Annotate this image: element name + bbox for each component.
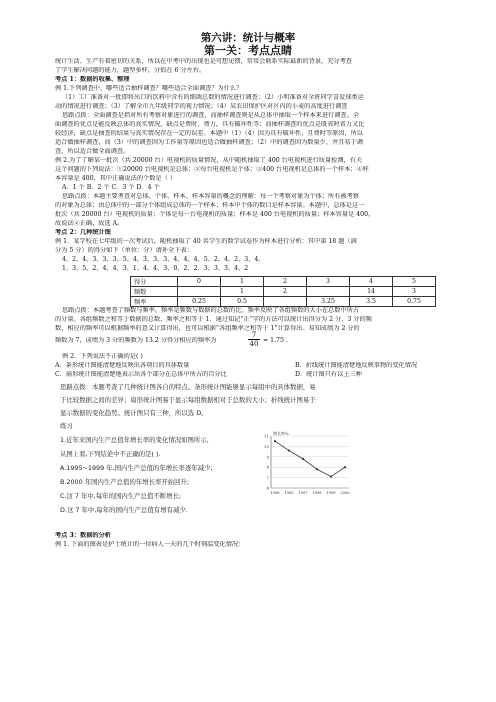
x-tick-label: 1995 xyxy=(284,491,294,495)
choice-line: C．扇形统计图能清楚地表示出各个部分在总体中所占的百分比 xyxy=(55,371,227,378)
paragraph-line: 动的情况进行调查；（3）了解全市九年级同学的视力情况；（4）某农田保护区对区内的小麦的高度进行调查 xyxy=(55,103,348,110)
handwritten-line: 1.近年来国内生产总值年增长率的变化情况如图所示, xyxy=(60,436,209,444)
fraction-numerator: 7 xyxy=(251,331,257,339)
table-row xyxy=(131,287,436,297)
table-cell: 0.75 xyxy=(393,297,436,307)
data-line: 1、3、5、2、4、4、3、1、4、4、3、0、2、2、3、3、3、4、2 xyxy=(62,265,249,272)
handwritten-line: 显示数据的变化趋势。统计图只有三种，所以选 D。 xyxy=(60,409,208,417)
data-point xyxy=(288,449,290,451)
data-point xyxy=(316,468,318,470)
paragraph-line: 查，所以适合做全面调查。 xyxy=(55,148,130,155)
paragraph-line: 面调查的优点是能反映总体的真实情况，缺点是费时、费力，具有破坏性等；而抽样调查的优点是既省时省力又比 xyxy=(55,121,365,128)
paragraph-line: 例 1.下列调查中，哪些适合抽样调查？哪些适合全面调查？为什么？ xyxy=(55,85,243,92)
fraction xyxy=(248,331,260,348)
paragraph-line: 适合做抽样调查，而（3）中的调查因为工作量等原因也适合做抽样调查；（2）中的调查因为数量少，并且易于调 xyxy=(55,139,363,146)
y-tick-label: 10 xyxy=(263,443,269,449)
y-tick-label: 7 xyxy=(266,475,269,481)
paragraph-line: 例 2.为了了解某一批次（共 20000 台）电视机的质量情况，从中随机抽取了 400 台电视机进行质量检测，有关 xyxy=(55,157,363,164)
intro-line: 了学生解决问题的能力，题型多样，分值在 6 分左右。 xyxy=(55,67,206,74)
table-cell: 频数 xyxy=(131,287,178,297)
paragraph-line: 例 1．某学校在七年级的一次考试后，随机抽取了 40 名学生的数学试卷作为样本进行分析：其中第 18 题（满 xyxy=(55,238,357,245)
table-cell: 0.5 xyxy=(221,297,264,307)
choice-line: D．统计图只有以上三种 xyxy=(295,371,362,378)
data-point xyxy=(274,440,276,442)
topic-heading: 考点 1：数据的收集、整理 xyxy=(55,76,130,83)
table-cell: 得分 xyxy=(131,277,178,287)
handwritten-line: 于比较数据之间的差异；扇形统计图易于显示每组数据相对于总数的大小；折线统计图易于 xyxy=(60,396,316,404)
fraction-denominator: 40 xyxy=(249,340,259,348)
table-cell: 0 xyxy=(178,277,221,287)
table-cell: 0.25 xyxy=(178,297,221,307)
y-axis-label: 增长率% xyxy=(273,431,289,436)
table-cell: 5 xyxy=(393,277,436,287)
x-tick-label: 1998 xyxy=(312,491,322,495)
choice-line: A．条形统计图能清楚地反映出各项目的具体数量 xyxy=(55,362,190,369)
table-cell: 1 xyxy=(221,287,264,297)
frequency-table xyxy=(130,276,436,307)
table-cell: 3 xyxy=(393,287,436,297)
paragraph-line: 批次（共 20000 台）电视机的质量；个体是每一台电视机的质量；样本是 400 台电视机的质量；样本容量是 400， xyxy=(55,211,375,218)
paragraph-line: 故说法②正确，故选 A。 xyxy=(55,220,124,227)
topic-heading: 考点 2：几种统计图 xyxy=(55,229,111,236)
x-tick-label: 2000 xyxy=(340,491,350,495)
table-cell xyxy=(264,297,307,307)
handwritten-line: D.这 7 年中,每年的国内生产总值有增有减少. xyxy=(60,506,188,514)
paragraph-line: 频数为 7，成绩为 3 分的频数为 13.2 分得分相应的频率为 xyxy=(55,337,217,344)
section-title: 第一关：考点点睛 xyxy=(204,44,292,57)
y-tick-label: 6 xyxy=(266,485,269,491)
handwritten-line: A.1995~1999 年,国内生产总值的年增长率逐年减少; xyxy=(60,464,213,472)
fraction-value: = 1.75 . xyxy=(263,337,288,344)
handwritten-line: B.2000 年国内生产总值的年增长率开始回升; xyxy=(60,478,190,486)
table-cell: 4 xyxy=(350,277,393,287)
data-point xyxy=(330,475,332,477)
table-cell: 3.5 xyxy=(350,297,393,307)
table-row xyxy=(131,297,436,307)
paragraph-line: 这个问题的下列说法：①20000 台电视机是总体；②每台电视机是个体；③400 台电视机是总体的一个样本；④样 xyxy=(55,166,369,173)
table-cell xyxy=(178,287,221,297)
handwritten-line: 练习 xyxy=(60,422,73,430)
x-tick-label: 1997 xyxy=(298,491,308,495)
paragraph-line: 的分量。各组频数之和等于数据的总数，频率之和等于 1．通过知记“正”字的方法可以统计出得分为 2 分、3 分的频 xyxy=(55,316,372,323)
table-cell: 3 xyxy=(307,277,350,287)
intro-line: 统计生活、生产有着密切的关系，所以在中考中的出现也是可想见惯，常常会联系实际最新的背景，充分考查 xyxy=(55,58,352,65)
choice-line: A．1 个 B．2 个 C．3 个 D．4 个 xyxy=(62,184,160,191)
table-cell: 3.25 xyxy=(307,297,350,307)
data-point xyxy=(344,466,346,468)
paragraph-line: 的对象为总体；由总体中的一部分个体组成总体的一个样本；样本中个体的数目是样本容量。本题中，总体是这一 xyxy=(55,202,365,209)
table-row xyxy=(131,277,436,287)
paragraph-line: 较经济，缺点是抽查的结果与真实情况存在一定的误差。本题中（1）（4）因为具有破坏性，且费时等原因，所以 xyxy=(55,130,363,137)
paragraph-line: 思路点拨：全面调查是指对所有考察对象进行的调查，而抽样调查则是从总体中抽取一个样本来进行调查。全 xyxy=(62,112,359,119)
paragraph-line: 思路点拨：本题主要考查对总体、个体、样本、样本容量的概念的理解：每一个考察对象为个体；所有被考察 xyxy=(62,193,359,200)
data-line: 4、2、4、3、3、3、5、4、3、3、3、4、4、4、5、2、4、2、3、4、 xyxy=(62,256,265,263)
y-tick-label: 8 xyxy=(266,464,269,470)
table-cell: 频率 xyxy=(131,297,178,307)
paragraph-line: 数，相应的频率可以根据频率的意义计算得出，也可以根据“各组频率之和等于 1”计算得出。易知成绩为 2 分的 xyxy=(55,325,360,332)
paragraph-line: （1）工厂准备对一批即将出口的饮料中含有的细菌总数的情况进行调查；（2）小明准备对全班同学喜爱球类运 xyxy=(62,94,364,101)
paragraph-line: 例 1. 下面的图表是护士统计的一位病人一天的几个时刻温变化情况： xyxy=(55,541,245,548)
paragraph-line: 分为 5 分）的得分如下（单位：分）请补全下表： xyxy=(55,247,193,254)
x-tick-label: 1996 xyxy=(270,491,280,495)
data-point xyxy=(302,458,304,460)
paragraph-line: 思路点拨：本题考查了频数与频率。频率是频数与数据的总数的比。频率反映了各组频数的大小在总数中所占 xyxy=(62,307,359,314)
y-tick-label: 9 xyxy=(266,454,269,460)
lecture-title: 第六讲：统计与概率 xyxy=(200,32,296,44)
x-tick-label: 1999 xyxy=(326,491,336,495)
handwritten-line: 思路点拨：本题考查了几种统计图各自的特点。条形统计图能够显示每组中的具体数据，易 xyxy=(60,383,316,391)
handwritten-line: 从图上看,下列结论中不正确的是( ). xyxy=(60,450,161,458)
table-cell: 14 xyxy=(350,287,393,297)
table-cell xyxy=(307,287,350,297)
table-cell: 2 xyxy=(264,287,307,297)
table-cell: 2 xyxy=(264,277,307,287)
handwritten-line: C.这 7 年中,每年的国内生产总值不断增长; xyxy=(60,492,182,500)
topic-heading: 考点 3：数据的分析 xyxy=(55,532,111,539)
table-cell: 1 xyxy=(221,277,264,287)
choice-line: B．折线统计图能清楚地反映事物的变化情况 xyxy=(295,362,418,369)
growth-rate-chart xyxy=(257,430,353,500)
y-tick-label: 11 xyxy=(263,433,269,439)
paragraph-line: 本容量是 400，其中正确说法的个数是（ ） xyxy=(55,175,176,182)
question-line: 例 2．下列说法不正确的是( ) xyxy=(62,353,143,360)
